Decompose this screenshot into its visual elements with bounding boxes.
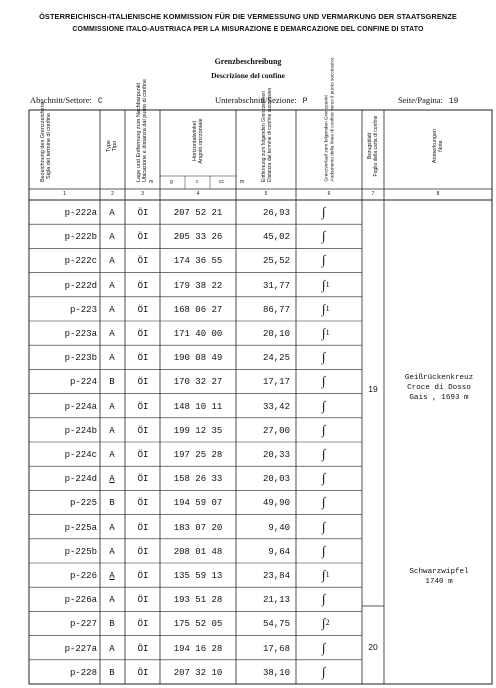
boundary-course-note-number: 1 [325, 328, 330, 337]
horizontal-angle: 174 36 55 [173, 256, 223, 267]
subsection-label: Unterabschnitt/Sezione: [215, 95, 297, 105]
horizontal-angle: 199 12 35 [173, 425, 223, 436]
commission-title-it: COMMISSIONE ITALO-AUSTRIACA PER LA MISURAZIONE E DEMARCAZIONE DEL CONFINE DI STATO [72, 26, 424, 33]
horizontal-angle: 207 32 10 [173, 667, 223, 678]
loc-unit-m: m [149, 179, 154, 185]
horizontal-angle: 205 33 26 [173, 232, 223, 243]
boundary-course-mark: ∫ [322, 639, 326, 655]
remark-note [386, 567, 492, 587]
point-type: A [109, 546, 115, 557]
boundary-course-mark: ∫1 [322, 325, 330, 340]
point-type: A [109, 256, 115, 267]
horizontal-angle: 179 38 22 [173, 280, 223, 291]
col-number-6: 6 [327, 191, 331, 197]
point-id: p-223 [69, 304, 97, 315]
point-location: ÖI [137, 280, 149, 291]
section-label: Abschnitt/Settore: [30, 95, 92, 105]
distance-value: 33,42 [262, 401, 290, 412]
boundary-course-note-number: 2 [325, 618, 330, 628]
point-id: p-226a [64, 595, 97, 606]
distance-value: 23,84 [262, 571, 290, 581]
point-id: p-224d [64, 474, 97, 485]
remark-line: Schwarzwipfel [409, 568, 469, 576]
col-number-2: 2 [111, 191, 114, 197]
boundary-course-mark: ∫ [322, 421, 326, 437]
point-type: A [109, 208, 115, 218]
point-type: A [109, 450, 115, 460]
boundary-course-note-number: 1 [325, 570, 330, 579]
dist-unit-m: m [240, 179, 245, 185]
point-type: A [109, 643, 115, 654]
point-type: A [109, 595, 115, 606]
point-type: A [109, 425, 115, 436]
horizontal-angle: 193 51 28 [173, 595, 223, 606]
point-type: A [109, 329, 115, 339]
boundary-course-mark: ∫ [322, 397, 326, 413]
horizontal-angle: 158 26 33 [173, 474, 223, 485]
boundary-course-mark: ∫ [322, 663, 326, 679]
point-location: ÖI [137, 425, 149, 436]
horizontal-angle: 171 40 00 [173, 329, 223, 339]
distance-value: 26,93 [262, 208, 290, 218]
commission-title-de: ÖSTERREICHISCH-ITALIENISCHE KOMMISSION FÜR DIE VERMESSUNG UND VERMARKUNG DER STAATSGRENZE [39, 12, 457, 21]
point-location: ÖI [137, 377, 149, 388]
distance-value: 20,33 [262, 450, 290, 460]
boundary-course-mark: ∫ [322, 446, 326, 461]
distance-value: 24,25 [262, 353, 290, 364]
doc-title-it: Descrizione del confine [211, 71, 285, 80]
col-number-1: 1 [63, 191, 66, 197]
page-value: 19 [448, 97, 459, 106]
horizontal-angle: 208 01 48 [173, 546, 223, 557]
distance-value: 21,13 [262, 595, 290, 606]
col-number-8: 8 [436, 191, 440, 197]
doc-title-de: Grenzbeschreibung [214, 57, 282, 66]
distance-value: 38,10 [262, 667, 290, 678]
point-type: A [109, 401, 115, 412]
point-id: p-222b [64, 232, 97, 243]
boundary-course-mark: ∫ [322, 494, 326, 510]
point-id: p-227 [69, 619, 97, 630]
point-id: p-222a [64, 208, 97, 218]
col7-header: Bezugsblatt Foglio della carta di confine [367, 115, 379, 177]
col3-header: Lage und Entfernung zum Nachbarpunkt Ubicazione e distanza dal punto di confine [136, 78, 148, 182]
boundary-course-mark: ∫ [322, 542, 326, 558]
point-type: A [109, 304, 115, 315]
distance-value: 17,68 [262, 643, 290, 654]
col4-header: Horizontalwinkel Angolo orizzontale [192, 118, 204, 164]
distance-value: 31,77 [262, 280, 290, 291]
boundary-course-mark: ∫ [322, 228, 326, 244]
point-id: p-224 [69, 377, 97, 388]
boundary-course-mark: ∫1 [322, 300, 330, 316]
boundary-course-mark: ∫ [322, 349, 326, 365]
boundary-course-note-number: 1 [325, 279, 330, 289]
point-location: ÖI [137, 595, 149, 606]
sheet-reference: 20 [368, 642, 378, 653]
page-label: Seite/Pagina: [398, 95, 443, 105]
point-type: B [109, 377, 115, 388]
point-id: p-222d [64, 280, 97, 291]
horizontal-angle: 168 06 27 [173, 304, 223, 315]
horizontal-angle: 175 52 05 [173, 619, 223, 630]
point-location: ÖI [137, 232, 149, 243]
point-id: p-227a [64, 643, 97, 654]
distance-value: 86,77 [262, 304, 290, 315]
col2-header: Type Tipo [106, 140, 118, 152]
point-location: ÖI [137, 643, 149, 654]
point-type: A [109, 280, 115, 291]
point-id: p-222c [64, 256, 97, 267]
point-location: ÖI [137, 498, 149, 509]
boundary-course-mark: ∫ [322, 470, 326, 486]
distance-value: 20,10 [262, 329, 290, 339]
page-field [398, 95, 458, 106]
point-location: ÖI [137, 329, 149, 339]
angle-unit-c: c [196, 179, 199, 185]
point-location: ÖI [137, 304, 149, 315]
point-id: p-224a [64, 401, 97, 412]
point-location: ÖI [137, 256, 149, 267]
point-type: A [109, 232, 115, 243]
boundary-course-mark: ∫ [322, 252, 326, 268]
angle-unit-g: g [170, 179, 173, 185]
col6-header: Grenzverlauf zum folgenden Grenzpunkt Andamento della linea di confine verso il punto successivo [324, 57, 335, 182]
remark-note [386, 373, 492, 403]
point-id: p-225 [69, 498, 97, 509]
boundary-course-mark: ∫2 [322, 615, 330, 631]
point-location: ÖI [137, 667, 149, 678]
point-location: ÖI [137, 571, 149, 581]
point-type: B [109, 619, 115, 630]
point-location: ÖI [137, 401, 149, 412]
distance-value: 25,52 [262, 256, 290, 267]
horizontal-angle: 170 32 27 [173, 377, 223, 388]
point-location: ÖI [137, 353, 149, 364]
distance-value: 27,00 [262, 425, 290, 436]
point-location: ÖI [137, 619, 149, 630]
boundary-course-mark: ∫1 [322, 276, 330, 292]
boundary-course-note-number: 1 [325, 303, 330, 313]
point-location: ÖI [137, 474, 149, 485]
point-id: p-224b [64, 425, 97, 436]
point-location: ÖI [137, 546, 149, 557]
distance-value: 17,17 [262, 377, 290, 388]
point-location: ÖI [137, 522, 149, 533]
col8-header: Anmerkungen Note [432, 128, 444, 164]
distance-value: 9,64 [268, 546, 290, 557]
distance-value: 54,75 [262, 619, 290, 630]
point-type: A [109, 474, 115, 485]
col-number-3: 3 [141, 191, 144, 197]
point-type: A [109, 353, 115, 364]
horizontal-angle: 194 59 07 [173, 498, 223, 509]
remark-line: Geißrückenkreuz [404, 374, 474, 383]
boundary-course-mark: ∫1 [322, 567, 330, 582]
distance-value: 45,02 [262, 232, 290, 243]
horizontal-angle: 148 10 11 [173, 401, 223, 412]
horizontal-angle: 197 25 28 [173, 450, 223, 460]
distance-value: 9,40 [268, 522, 290, 533]
boundary-course-mark: ∫ [322, 204, 326, 219]
horizontal-angle: 183 07 20 [173, 522, 223, 533]
point-id: p-226 [69, 571, 97, 581]
boundary-course-mark: ∫ [322, 373, 326, 389]
horizontal-angle: 207 52 21 [173, 208, 223, 218]
boundary-course-mark: ∫ [322, 591, 326, 607]
horizontal-angle: 135 59 13 [173, 571, 223, 581]
point-location: ÖI [137, 208, 149, 218]
angle-unit-cc: cc [219, 179, 224, 185]
point-type: B [109, 667, 115, 678]
point-id: p-223a [64, 329, 97, 339]
point-id: p-225b [64, 546, 97, 557]
col-number-5: 5 [264, 191, 268, 197]
point-type: A [109, 571, 115, 581]
point-type: A [109, 522, 115, 533]
col5-header: Entfernung zum folgenden Grenzzeichen Distanza dal termine di confine successivo [261, 87, 273, 182]
distance-value: 49,90 [262, 498, 290, 509]
remark-line: Gais , 1693 m [409, 394, 469, 403]
col1-header: Bezeichnung des Grenzzeichens Sigla del termine di confine [40, 101, 52, 182]
subsection-value: P [302, 97, 308, 106]
point-id: p-224c [64, 450, 97, 460]
point-id: p-223b [64, 353, 97, 364]
point-location: ÖI [137, 450, 149, 460]
sheet-reference: 19 [368, 383, 378, 394]
remark-line: 1740 m [425, 578, 453, 586]
horizontal-angle: 194 16 28 [173, 643, 223, 654]
point-id: p-225a [64, 522, 97, 533]
col-number-7: 7 [371, 191, 375, 197]
section-value: C [97, 97, 103, 106]
boundary-course-mark: ∫ [322, 518, 326, 534]
point-id: p-228 [69, 667, 97, 678]
remark-line: Croce di Dosso [407, 384, 471, 393]
horizontal-angle: 190 08 49 [173, 353, 223, 364]
distance-value: 20,03 [262, 474, 290, 485]
col-number-4: 4 [196, 191, 200, 197]
point-type: B [109, 498, 115, 509]
